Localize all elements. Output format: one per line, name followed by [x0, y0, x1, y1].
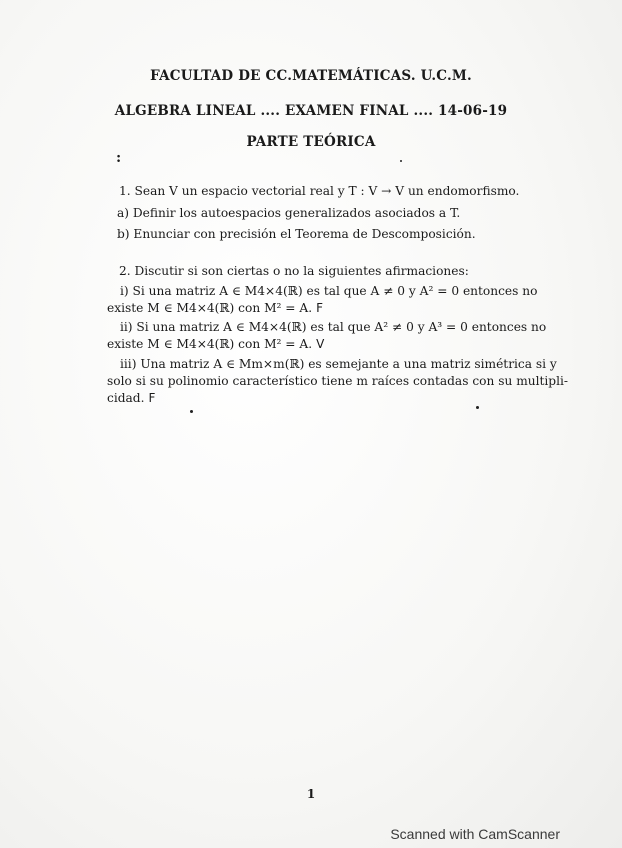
- page-number: 1: [306, 787, 316, 801]
- question-1a: a) Definir los autoespacios generalizados asociados a T.: [117, 206, 461, 220]
- statement-i-line1: i) Si una matriz A ∈ M4×4(ℝ) es tal que A ≠ 0 y A² = 0 entonces no: [120, 284, 538, 298]
- exam-title: ALGEBRA LINEAL .... EXAMEN FINAL .... 14-06-19: [114, 103, 508, 119]
- statement-ii-line2: existe M ∈ M4×4(ℝ) con M² = A.: [107, 337, 313, 351]
- section-title: PARTE TEÓRICA: [246, 134, 376, 150]
- question-1: 1. Sean V un espacio vectorial real y T : V → V un endomorfismo.: [119, 184, 520, 198]
- ink-speck: [476, 406, 479, 409]
- question-2-intro: 2. Discutir si son ciertas o no la siguientes afirmaciones:: [119, 264, 469, 278]
- ink-speck: [400, 160, 402, 162]
- statement-ii-line2-wrap: [107, 336, 324, 353]
- stray-colon: :: [116, 150, 122, 166]
- faculty-header: FACULTAD DE CC.MATEMÁTICAS. U.C.M.: [150, 68, 472, 84]
- statement-ii-line1: ii) Si una matriz A ∈ M4×4(ℝ) es tal que A² ≠ 0 y A³ = 0 entonces no: [120, 320, 547, 334]
- question-1b: b) Enunciar con precisión el Teorema de Descomposición.: [117, 227, 476, 241]
- ink-speck: [190, 410, 193, 413]
- scanner-watermark: Scanned with CamScanner: [390, 826, 560, 842]
- statement-iii-line3-wrap: [107, 390, 155, 407]
- statement-i-line2-wrap: [107, 300, 323, 317]
- statement-iii-line1: iii) Una matriz A ∈ Mm×m(ℝ) es semejante a una matriz simétrica si y: [120, 357, 557, 371]
- answer-mark-iii: F: [148, 391, 156, 405]
- answer-mark-ii: V: [316, 337, 325, 351]
- answer-mark-i: F: [316, 301, 323, 315]
- statement-iii-line3: cidad.: [107, 391, 145, 405]
- statement-i-line2: existe M ∈ M4×4(ℝ) con M² = A.: [107, 301, 313, 315]
- statement-iii-line2: solo si su polinomio característico tiene m raíces contadas con su multipli-: [107, 374, 569, 388]
